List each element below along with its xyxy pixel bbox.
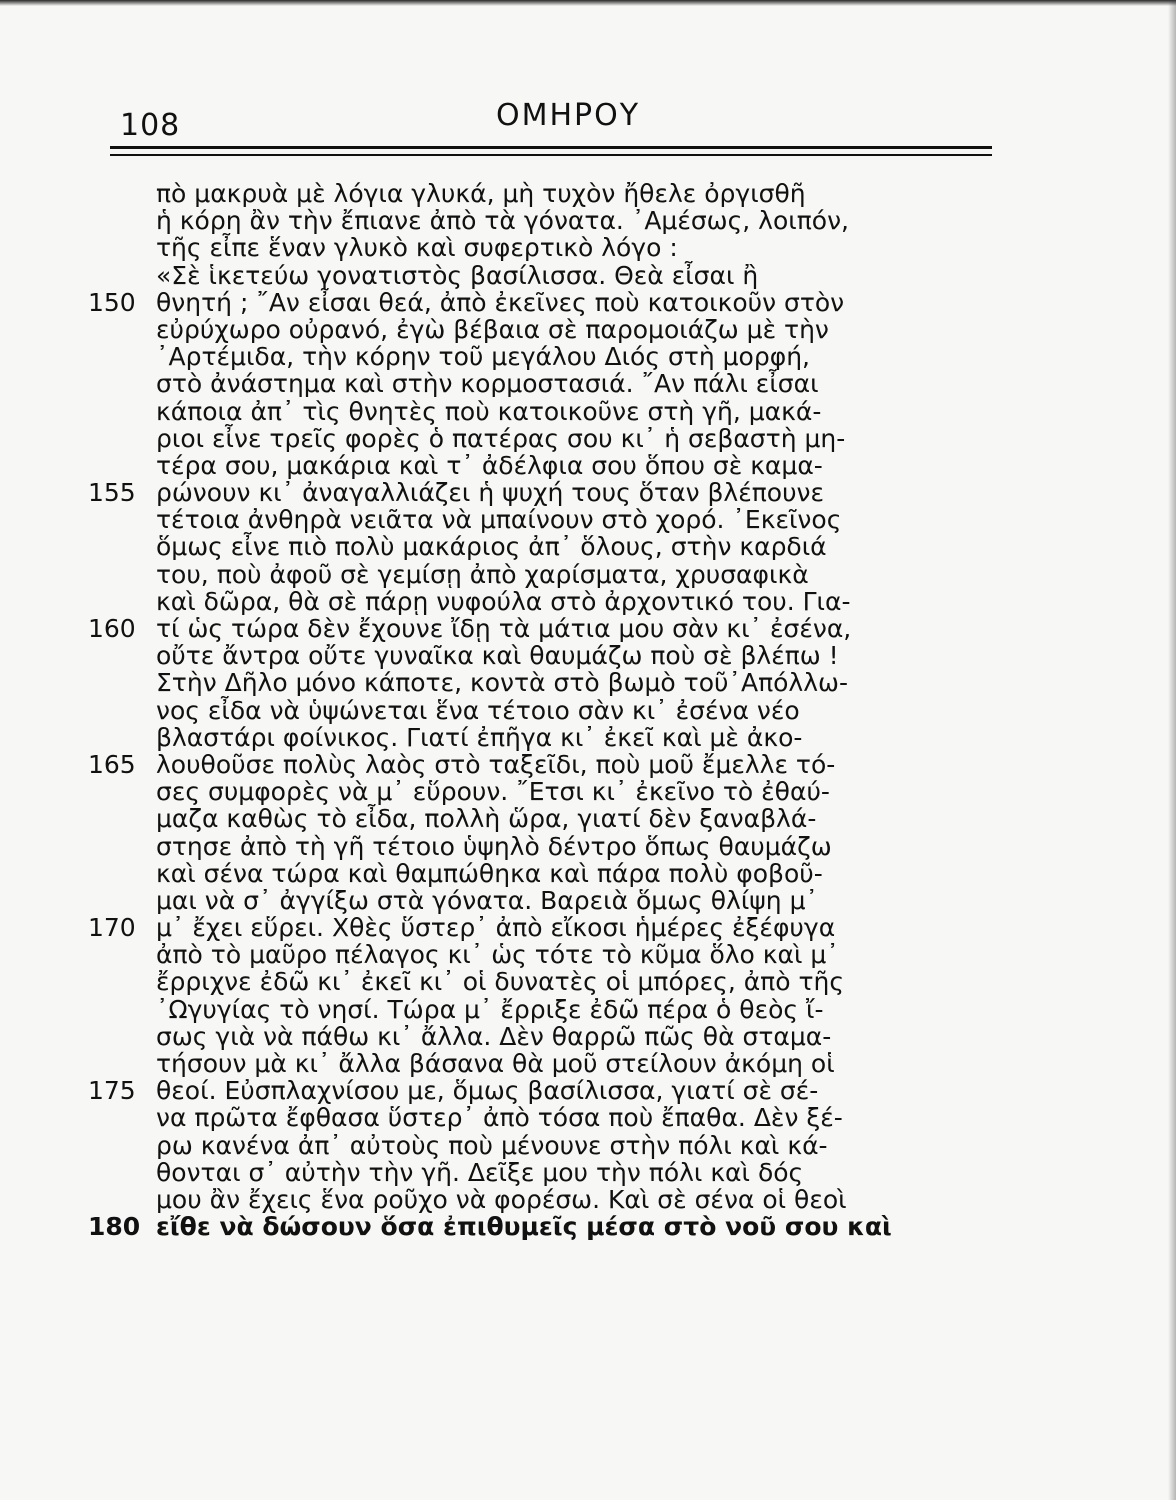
- verse-line: [88, 914, 988, 941]
- line-text: ἡ κόρη ἂν τὴν ἔπιανε ἀπὸ τὰ γόνατα. ᾿Αμέσως, λοιπόν,: [156, 206, 849, 236]
- line-text: θνητή ; ῎Αν εἶσαι θεά, ἀπὸ ἐκεῖνες ποὺ κατοικοῦν στὸν: [156, 287, 845, 317]
- scan-edge-shadow-top: [0, 0, 1176, 6]
- verse-line: [88, 316, 988, 343]
- line-text: μαζα καθὼς τὸ εἶδα, πολλὴ ὥρα, γιατί δὲν ξαναβλά-: [156, 804, 817, 834]
- running-title: ΟΜΗΡΟΥ: [496, 98, 641, 133]
- verse-line: [88, 289, 988, 316]
- line-text: τί ὡς τώρα δὲν ἔχουνε ἴδῃ τὰ μάτια μου σὰν κι᾿ ἐσένα,: [156, 614, 852, 643]
- line-text: τέτοια ἀνθηρὰ νειᾶτα νὰ μπαίνουν στὸ χορό. ᾿Εκεῖνος: [156, 505, 842, 535]
- line-text: του, ποὺ ἀφοῦ σὲ γεμίσῃ ἀπὸ χαρίσματα, χρυσαφικὰ: [156, 559, 809, 589]
- line-text: μαι νὰ σ᾿ ἀγγίξω στὰ γόνατα. Βαρειὰ ὅμως θλίψη μ᾿: [156, 885, 818, 915]
- line-text: ρω κανένα ἀπ᾿ αὐτοὺς ποὺ μένουνε στὴν πόλι καὶ κά-: [156, 1130, 828, 1160]
- verse-line: [88, 724, 988, 751]
- line-text: στησε ἀπὸ τὴ γῆ τέτοιο ὑψηλὸ δέντρο ὅπως θαυμάζω: [156, 831, 832, 861]
- line-text: οὔτε ἄντρα οὔτε γυναῖκα καὶ θαυμάζω ποὺ σὲ βλέπω !: [156, 641, 839, 671]
- verse-line: [88, 833, 988, 860]
- line-text: να πρῶτα ἔφθασα ὕστερ᾿ ἀπὸ τόσα ποὺ ἔπαθα. Δὲν ξέ-: [156, 1103, 843, 1133]
- verse-line: [88, 860, 988, 887]
- line-text: ρώνουν κι᾿ ἀναγαλλιάζει ἡ ψυχή τους ὅταν βλέπουνε: [156, 478, 825, 508]
- verse-line: [88, 452, 988, 479]
- line-text: πὸ μακρυὰ μὲ λόγια γλυκά, μὴ τυχὸν ἤθελε ὀργισθῆ: [156, 179, 806, 208]
- verse-line: [88, 561, 988, 588]
- verse-line: [88, 1186, 988, 1213]
- verse-line: [88, 1023, 988, 1050]
- verse-line: [88, 370, 988, 397]
- line-text: τῆς εἶπε ἕναν γλυκὸ καὶ συφερτικὸ λόγο :: [156, 233, 678, 263]
- line-text: θονται σ᾿ αὐτὴν τὴν γῆ. Δεῖξε μου τὴν πόλι καὶ δός: [156, 1157, 804, 1187]
- line-text: ᾿Ωγυγίας τὸ νησί. Τώρα μ᾿ ἔρριξε ἐδῶ πέρα ὁ θεὸς ἴ-: [156, 994, 824, 1024]
- line-text: καὶ σένα τώρα καὶ θαμπώθηκα καὶ πάρα πολὺ φοβοῦ-: [156, 858, 823, 888]
- verse-line: [88, 751, 988, 778]
- verse-line: [88, 1077, 988, 1104]
- line-text: τέρα σου, μακάρια καὶ τ᾿ ἀδέλφια σου ὅπου σὲ καμα-: [156, 450, 823, 480]
- line-text: νος εἶδα νὰ ὑψώνεται ἕνα τέτοιο σὰν κι᾿ ἐσένα νέο: [156, 695, 800, 725]
- page-number: 108: [120, 108, 181, 143]
- verse-line: [88, 425, 988, 452]
- line-text: θεοί. Εὐσπλαχνίσου με, ὅμως βασίλισσα, γιατί σὲ σέ-: [156, 1076, 819, 1106]
- line-number: 160: [88, 614, 136, 643]
- verse-line: [88, 262, 988, 289]
- line-number: 150: [88, 287, 136, 317]
- verse-line: [88, 697, 988, 724]
- verse-line: [88, 207, 988, 234]
- line-text: ἔρριχνε ἐδῶ κι᾿ ἐκεῖ κι᾿ οἱ δυνατὲς οἱ μπόρες, ἀπὸ τῆς: [156, 967, 845, 997]
- line-text: μ᾿ ἔχει εὕρει. Χθὲς ὕστερ᾿ ἀπὸ εἴκοσι ἡμέρες ἐξέφυγα: [156, 913, 836, 943]
- line-text: ἀπὸ τὸ μαῦρο πέλαγος κι᾿ ὡς τότε τὸ κῦμα ὅλο καὶ μ᾿: [156, 940, 839, 970]
- line-number: 155: [88, 478, 136, 508]
- line-number: 170: [88, 913, 136, 943]
- header-rule-top: [110, 146, 992, 149]
- line-text: ριοι εἶνε τρεῖς φορὲς ὁ πατέρας σου κι᾿ ἡ σεβαστὴ μη-: [156, 423, 846, 453]
- verse-line: [88, 588, 988, 615]
- line-text: στὸ ἀνάστημα καὶ στὴν κορμοστασιά. ῎Αν πάλι εἶσαι: [156, 369, 819, 399]
- line-text: βλαστάρι φοίνικος. Γιατί ἐπῆγα κι᾿ ἐκεῖ καὶ μὲ ἀκο-: [156, 722, 803, 752]
- verse-line: [88, 615, 988, 642]
- line-text: Στὴν Δῆλο μόνο κάποτε, κοντὰ στὸ βωμὸ τοῦ᾿Απόλλω-: [156, 668, 848, 698]
- verse-line: [88, 1159, 988, 1186]
- line-text: «Σὲ ἱκετεύω γονατιστὸς βασίλισσα. Θεὰ εἶσαι ἢ: [156, 260, 759, 290]
- line-text: ᾿Αρτέμιδα, τὴν κόρην τοῦ μεγάλου Διός στὴ μορφή,: [156, 342, 811, 372]
- verse-line: [88, 234, 988, 261]
- line-number: 180: [88, 1212, 141, 1242]
- verse-line: [88, 1050, 988, 1077]
- verse-line: [88, 506, 988, 533]
- verse-line: [88, 941, 988, 968]
- verse-line: [88, 996, 988, 1023]
- line-text: καὶ δῶρα, θὰ σὲ πάρῃ νυφούλα στὸ ἀρχοντικό του. Για-: [156, 586, 851, 616]
- line-text: σες συμφορὲς νὰ μ᾿ εὕρουν. ῎Ετσι κι᾿ ἐκεῖνο τὸ ἐθαύ-: [156, 777, 830, 807]
- verse-line: [88, 479, 988, 506]
- line-text: εὐρύχωρο οὐρανό, ἐγὼ βέβαια σὲ παρομοιάζω μὲ τὴν: [156, 314, 829, 344]
- header-rule-bottom: [110, 154, 992, 156]
- verse-line: [88, 1213, 988, 1240]
- verse-line: [88, 805, 988, 832]
- verse-line: [88, 533, 988, 560]
- verse-line: [88, 398, 988, 425]
- line-text: εἴθε νὰ δώσουν ὅσα ἐπιθυμεῖς μέσα στὸ νοῦ σου καὶ: [156, 1212, 892, 1242]
- line-number: 165: [88, 749, 136, 779]
- verse-text-block: [88, 180, 988, 1240]
- line-text: κάποια ἀπ᾿ τὶς θνητὲς ποὺ κατοικοῦνε στὴ γῆ, μακά-: [156, 396, 822, 426]
- verse-line: [88, 778, 988, 805]
- verse-line: [88, 1104, 988, 1131]
- scan-edge-shadow-right: [1168, 0, 1176, 1500]
- line-text: ὅμως εἶνε πιὸ πολὺ μακάριος ἀπ᾿ ὅλους, στὴν καρδιά: [156, 532, 827, 562]
- verse-line: [88, 343, 988, 370]
- line-text: τήσουν μὰ κι᾿ ἄλλα βάσανα θὰ μοῦ στείλουν ἀκόμη οἱ: [156, 1049, 835, 1078]
- line-text: λουθοῦσε πολὺς λαὸς στὸ ταξεῖδι, ποὺ μοῦ ἔμελλε τό-: [156, 749, 836, 779]
- verse-line: [88, 887, 988, 914]
- verse-line: [88, 669, 988, 696]
- line-text: μου ἂν ἔχεις ἕνα ροῦχο νὰ φορέσω. Καὶ σὲ σένα οἱ θεοὶ: [156, 1184, 847, 1214]
- verse-line: [88, 968, 988, 995]
- verse-line: [88, 180, 988, 207]
- verse-line: [88, 642, 988, 669]
- verse-line: [88, 1132, 988, 1159]
- line-text: σως γιὰ νὰ πάθω κι᾿ ἄλλα. Δὲν θαρρῶ πῶς θὰ σταμα-: [156, 1021, 832, 1051]
- line-number: 175: [88, 1076, 136, 1106]
